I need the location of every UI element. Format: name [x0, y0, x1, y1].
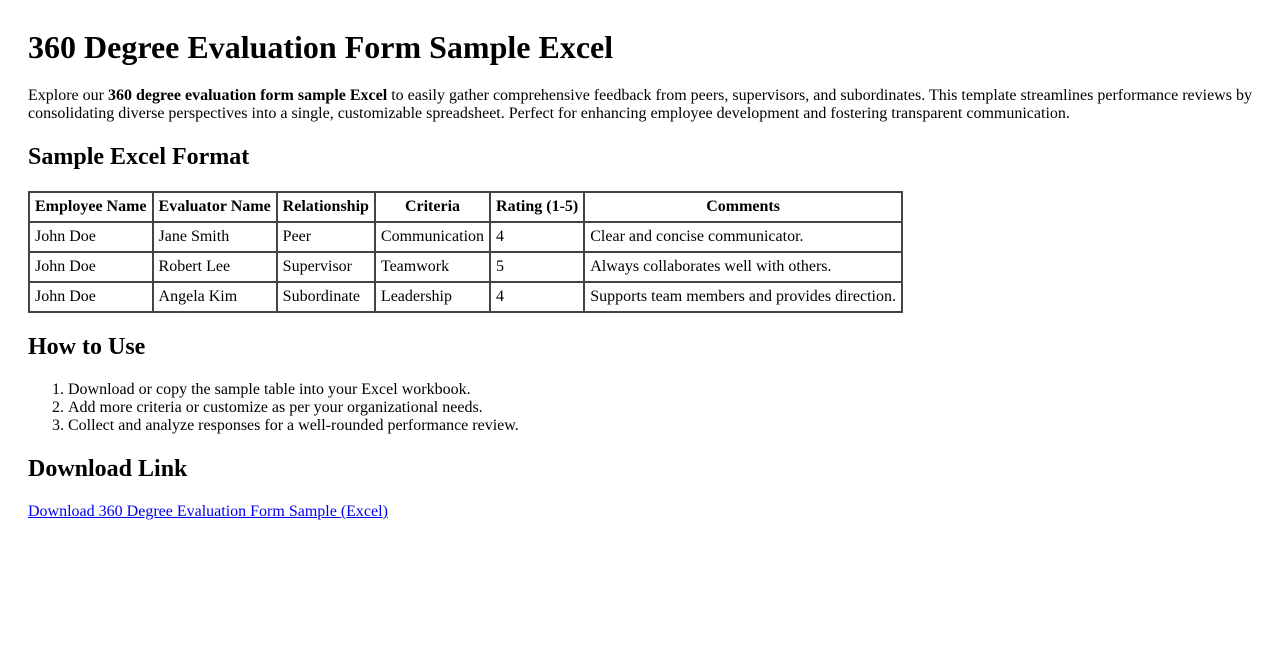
cell-rating: 4 [490, 282, 584, 312]
cell-criteria: Teamwork [375, 252, 490, 282]
sample-format-heading: Sample Excel Format [28, 144, 250, 170]
download-heading: Download Link [28, 456, 188, 482]
cell-comments: Clear and concise communicator. [584, 222, 902, 252]
cell-employee-name: John Doe [29, 252, 153, 282]
intro-text-bold: 360 degree evaluation form sample Excel [107, 87, 388, 104]
download-paragraph [28, 503, 1258, 521]
intro-paragraph [28, 87, 1258, 123]
column-header-employee-name: Employee Name [29, 192, 153, 222]
table-row [29, 222, 902, 252]
column-header-evaluator-name: Evaluator Name [153, 192, 277, 222]
column-header-relationship: Relationship [277, 192, 375, 222]
how-to-use-steps [28, 381, 1258, 435]
page-title: 360 Degree Evaluation Form Sample Excel [28, 29, 614, 65]
cell-evaluator-name: Angela Kim [153, 282, 277, 312]
cell-employee-name: John Doe [29, 222, 153, 252]
step-item: 3. Collect and analyze responses for a well-rounded performance review. [68, 417, 1258, 435]
evaluation-table [28, 191, 903, 313]
cell-evaluator-name: Robert Lee [153, 252, 277, 282]
intro-text-before: Explore our [28, 87, 108, 104]
cell-employee-name: John Doe [29, 282, 153, 312]
intro-text-after: to easily gather comprehensive feedback from peers, supervisors, and subordinates. This template streamlines performance reviews by consolidating diverse perspectives into a single, customizable spreadsheet. Perfect for enhancing employee development and fostering transparent communication. [28, 87, 1252, 122]
download-excel-link[interactable]: Download 360 Degree Evaluation Form Sample (Excel) [28, 503, 388, 520]
cell-comments: Always collaborates well with others. [584, 252, 902, 282]
table-header-row [29, 192, 902, 222]
table-row [29, 252, 902, 282]
cell-relationship: Subordinate [277, 282, 375, 312]
column-header-criteria: Criteria [375, 192, 490, 222]
step-item: 1. Download or copy the sample table into your Excel workbook. [68, 381, 1258, 399]
cell-relationship: Supervisor [277, 252, 375, 282]
cell-relationship: Peer [277, 222, 375, 252]
column-header-comments: Comments [584, 192, 902, 222]
cell-criteria: Communication [375, 222, 490, 252]
column-header-rating: Rating (1-5) [490, 192, 584, 222]
how-to-use-heading: How to Use [28, 334, 146, 360]
cell-criteria: Leadership [375, 282, 490, 312]
cell-rating: 4 [490, 222, 584, 252]
cell-comments: Supports team members and provides direction. [584, 282, 902, 312]
cell-evaluator-name: Jane Smith [153, 222, 277, 252]
cell-rating: 5 [490, 252, 584, 282]
table-row [29, 282, 902, 312]
step-item: 2. Add more criteria or customize as per your organizational needs. [68, 399, 1258, 417]
